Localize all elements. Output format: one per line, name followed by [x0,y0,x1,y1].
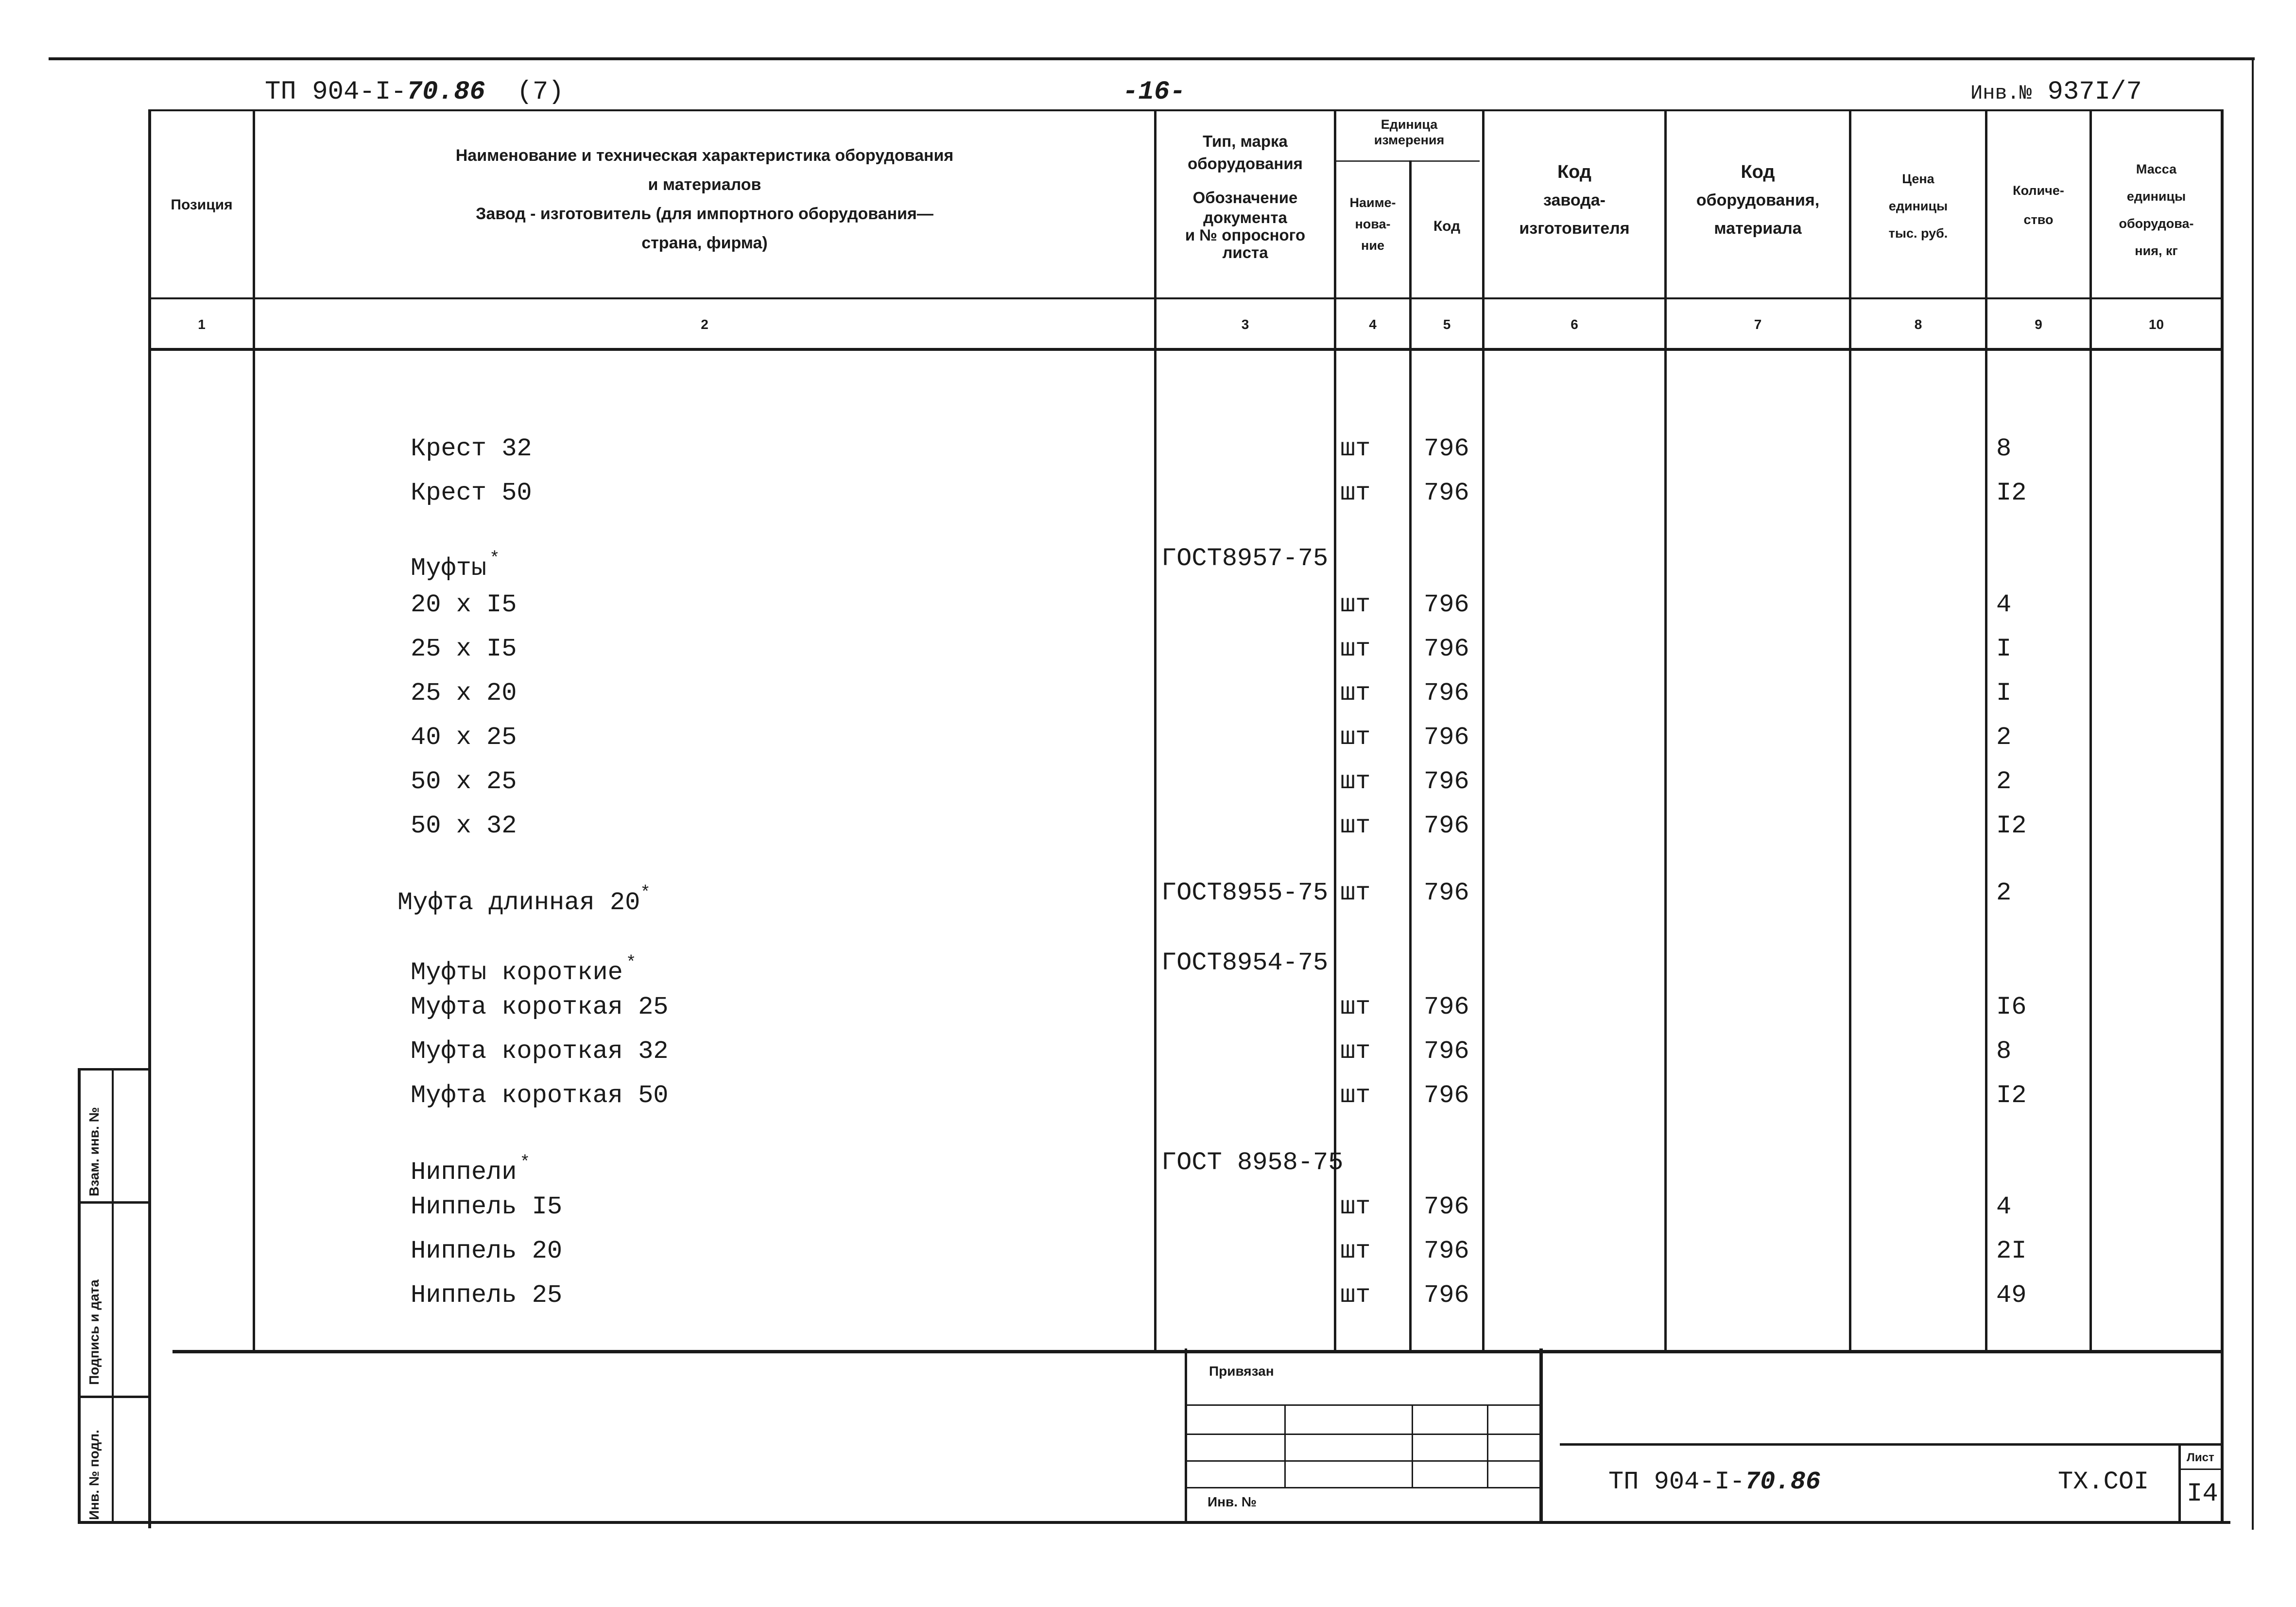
col-number-2: 2 [701,317,708,332]
stamp-vline-2 [1412,1404,1413,1487]
stamp-line-4 [1186,1487,1540,1488]
col-header-type-l2: оборудования [1188,155,1303,173]
item-qty: 2 [1996,767,2012,796]
col-number-8: 8 [1914,317,1922,332]
factory-code-l3: изготовителя [1519,219,1630,238]
inv-label: Инв.№ [1970,82,2032,105]
price-l3: тыс. руб. [1888,226,1948,241]
page-number: -16- [1122,77,1186,107]
col-number-4: 4 [1369,317,1377,332]
item-name [397,874,651,922]
item-qty: 4 [1996,590,2012,619]
item-code: 796 [1424,723,1469,752]
item-code: 796 [1424,767,1469,796]
item-qty: 2 [1996,879,2012,907]
item-qty: 8 [1996,1037,2012,1066]
equipment-code-l3: материала [1714,219,1802,238]
item-qty: I [1996,635,2012,663]
item-unit: шт [1340,1037,1371,1066]
item-qty: I2 [1996,479,2027,507]
stamp-sheet-number: I4 [2187,1479,2218,1509]
table-row [0,539,2296,583]
col-header-mass [2092,156,2221,264]
price-l1: Цена [1902,172,1934,186]
outer-top-border [49,57,2255,60]
stamp-title-handwritten: 70.86 [1744,1468,1821,1496]
item-name: 20 х I5 [411,590,517,619]
item-code: 796 [1424,1281,1469,1310]
table-row [0,630,2296,669]
item-unit: шт [1340,1281,1371,1310]
footnote-star: * [640,883,651,903]
item-name-text: Ниппели [411,1158,517,1187]
col-number-9: 9 [2035,317,2042,332]
item-code: 796 [1424,1237,1469,1265]
stamp-mid-border [1539,1348,1543,1523]
item-name: 40 х 25 [411,723,517,752]
col-header-type-l5: и № опросного [1185,226,1306,244]
table-row [0,1188,2296,1227]
item-qty: I [1996,679,2012,708]
factory-code-l1: Код [1557,162,1592,182]
item-unit: шт [1340,993,1371,1021]
table-row [0,1276,2296,1315]
stamp-inv-label: Инв. № [1208,1494,1257,1509]
table-row [0,1232,2296,1271]
stamp-vline-1 [1284,1404,1286,1487]
factory-code-l2: завода- [1543,191,1605,209]
unit-group-l1: Единица [1381,117,1438,132]
sheet-box-left [2178,1446,2181,1523]
col-header-name [255,141,1154,258]
unit-group-l2: измерения [1374,133,1445,147]
table-row [0,718,2296,757]
table-row [0,1076,2296,1115]
item-unit: шт [1340,723,1371,752]
item-qty: 49 [1996,1281,2027,1310]
stamp-left-border [1185,1348,1187,1523]
col-header-factory-code [1485,158,1664,242]
item-name: Ниппель I5 [411,1192,563,1221]
header-bottom-line [148,297,2223,299]
inv-value: 937I/7 [2047,77,2142,107]
item-qty: 2 [1996,723,2012,752]
item-name [411,539,500,588]
unit-group-split [1334,160,1480,162]
doc-suffix: (7) [517,77,564,107]
sheet-box-split [2178,1469,2222,1470]
footnote-star: * [625,953,637,973]
col-number-10: 10 [2148,317,2164,332]
stamp-title [1608,1463,1821,1502]
col-number-3: 3 [1241,317,1249,332]
col-header-unit-name [1336,192,1409,256]
item-code: 796 [1424,879,1469,907]
item-name: 50 х 32 [411,812,517,840]
inventory-number [1970,73,2142,113]
col-header-equipment-code [1667,158,1849,242]
item-qty: I6 [1996,993,2027,1021]
doc-prefix: ТП 904-I- [265,77,407,107]
item-name: Ниппель 25 [411,1281,563,1310]
col-header-type [1157,130,1334,261]
side-box-split-1 [78,1201,151,1204]
item-name: 50 х 25 [411,767,517,796]
col-header-name-l4: страна, фирма) [641,234,768,252]
table-row [0,586,2296,624]
col-header-unit-code: Код [1433,218,1461,234]
col-number-1: 1 [198,317,206,332]
item-name: Муфта короткая 32 [411,1037,669,1066]
quantity-l2: ство [2023,212,2054,227]
item-name-text: Муфты короткие [411,958,623,987]
table-row [0,674,2296,713]
table-row [0,762,2296,801]
col-header-type-l3: Обозначение [1192,189,1298,207]
item-unit: шт [1340,1081,1371,1110]
item-qty: 4 [1996,1192,2012,1221]
item-name: 25 х I5 [411,635,517,663]
item-name [411,944,636,992]
item-name [411,1143,530,1192]
item-code: 796 [1424,1192,1469,1221]
table-row [0,474,2296,513]
price-l2: единицы [1888,199,1948,213]
footnote-star: * [489,549,500,569]
side-label-sign-date: Подпись и дата [86,1279,102,1385]
col-header-name-l3: Завод - изготовитель (для импортного оборудования— [476,205,933,223]
col-header-type-l4: документа [1203,208,1287,226]
item-name: Муфта короткая 25 [411,993,669,1021]
item-unit: шт [1340,1237,1371,1265]
col-number-6: 6 [1571,317,1578,332]
item-code: 796 [1424,590,1469,619]
item-unit: шт [1340,590,1371,619]
item-unit: шт [1340,479,1371,507]
item-name: Муфта короткая 50 [411,1081,669,1110]
item-qty: I2 [1996,812,2027,840]
col-header-price [1851,165,1985,247]
col-header-type-l1: Тип, марка [1203,132,1288,150]
footnote-star: * [519,1153,531,1173]
item-qty: I2 [1996,1081,2027,1110]
side-box-top [78,1068,151,1071]
unit-name-l1: Наиме- [1349,195,1396,210]
equipment-code-l2: оборудования, [1696,191,1820,209]
item-unit: шт [1340,434,1371,463]
item-code: 796 [1424,679,1469,708]
stamp-vline-3 [1487,1404,1488,1487]
title-block-top [1560,1443,2221,1446]
item-unit: шт [1340,679,1371,708]
col-header-position: Позиция [171,197,233,213]
item-name-text: Муфта длинная 20 [397,888,640,917]
item-qty: 2I [1996,1237,2027,1265]
col-header-quantity [1987,176,2089,234]
item-code: 796 [1424,812,1469,840]
col-header-unit-group [1336,117,1482,148]
col-header-name-l1: Наименование и техническая характеристика оборудования [455,146,954,165]
equipment-code-l1: Код [1741,162,1775,182]
doc-code-handwritten: 70.86 [406,77,485,107]
stamp-bound-label: Привязан [1209,1364,1274,1379]
col-header-type-l6: листа [1222,243,1268,261]
mass-l4: ния, кг [2135,243,2178,258]
item-qty: 8 [1996,434,2012,463]
item-name: Ниппель 20 [411,1237,563,1265]
table-body-bottom [173,1350,2223,1353]
item-name: Крест 50 [411,479,532,507]
table-row [0,988,2296,1027]
item-unit: шт [1340,1192,1371,1221]
stamp-title-prefix: ТП 904-I- [1608,1468,1745,1496]
stamp-sheet-code: ТХ.COI [2058,1468,2149,1496]
side-label-inv-orig: Инв. № подл. [86,1430,102,1520]
side-label-replace-inv: Взам. инв. № [86,1107,102,1196]
mass-l3: оборудова- [2119,216,2194,231]
unit-name-l3: ние [1361,238,1384,253]
item-doc: ГОСТ8957-75 [1161,544,1329,573]
stamp-sheet-label: Лист [2187,1451,2214,1464]
side-box-split-2 [78,1396,151,1398]
table-row [0,807,2296,846]
item-code: 796 [1424,993,1469,1021]
col-header-name-l2: и материалов [648,175,761,194]
side-box-divider [112,1068,114,1524]
mass-l1: Масса [2136,162,2177,176]
table-row [0,874,2296,917]
item-code: 796 [1424,635,1469,663]
item-unit: шт [1340,879,1371,907]
unit-name-l2: нова- [1355,217,1391,231]
side-box-border-left [78,1068,81,1524]
item-doc: ГОСТ8955-75 [1161,879,1329,907]
item-code: 796 [1424,479,1469,507]
table-row [0,1143,2296,1187]
col-number-5: 5 [1443,317,1451,332]
numbers-bottom-line [148,348,2223,351]
item-doc: ГОСТ8954-75 [1161,949,1329,977]
quantity-l1: Количе- [2013,183,2064,198]
item-unit: шт [1340,767,1371,796]
item-code: 796 [1424,434,1469,463]
bottom-frame-line [78,1521,2230,1524]
item-name: Крест 32 [411,434,532,463]
item-name-text: Муфты [411,554,487,583]
mass-l2: единицы [2126,189,2186,204]
item-unit: шт [1340,635,1371,663]
item-doc: ГОСТ 8958-75 [1161,1148,1344,1177]
table-row [0,944,2296,987]
item-name: 25 х 20 [411,679,517,708]
doc-code-header [265,73,564,112]
col-number-7: 7 [1754,317,1762,332]
item-code: 796 [1424,1037,1469,1066]
item-code: 796 [1424,1081,1469,1110]
table-row [0,1032,2296,1071]
item-unit: шт [1340,812,1371,840]
table-row [0,430,2296,468]
